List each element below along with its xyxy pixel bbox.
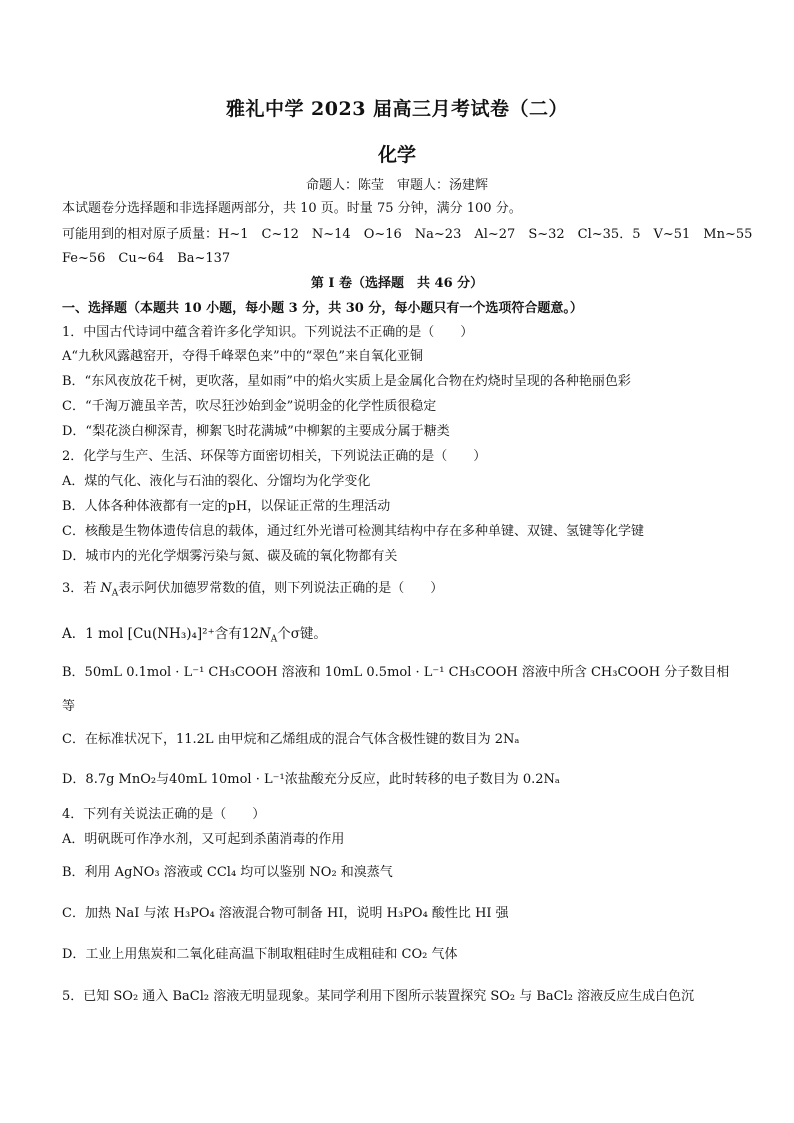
authors-line: 命题人：陈莹 审题人：汤建辉 (305, 178, 488, 193)
q4-option-a: A．明矾既可作净水剂，又可起到杀菌消毒的作用 (62, 832, 345, 847)
q3-stem (62, 580, 754, 598)
section-heading: 一、选择题（本题共 10 小题，每小题 3 分，共 30 分，每小题只有一个选项符合题意。） (62, 301, 583, 316)
q3-option-b-line2: 等 (62, 699, 76, 714)
exam-title: 雅礼中学 2023 届高三月考试卷（二） (225, 98, 569, 120)
q1-stem: 1．中国古代诗词中蕴含着许多化学知识。下列说法不正确的是（ ） (62, 325, 474, 340)
part1-title: 第 I 卷（选择题 共 46 分） (310, 276, 484, 291)
q1-option-a: A“九秋风露越窑开，夺得千峰翠色来”中的“翠色”来自氧化亚铜 (62, 349, 423, 364)
avogadro-symbol-a: N (258, 626, 271, 642)
avogadro-subscript-a: A (270, 634, 278, 645)
q4-stem: 4．下列有关说法正确的是（ ） (62, 807, 266, 822)
q3-stem-text: 表示阿伏加德罗常数的值，则下列说法正确的是（ ） (118, 581, 444, 596)
q2-stem: 2．化学与生产、生活、环保等方面密切相关，下列说法正确的是（ ） (62, 449, 487, 464)
complex-ion-formula: [Cu(NH₃)₄]²⁺ (127, 626, 215, 642)
q3-option-d: D．8.7g MnO₂与40mL 10mol · L⁻¹浓盐酸充分反应，此时转移的电子数目为 0.2Nₐ (62, 772, 560, 787)
intro-line-1: 本试题卷分选择题和非选择题两部分，共 10 页。时量 75 分钟，满分 100 分。 (62, 201, 522, 216)
q1-option-d: D．“梨花淡白柳深青，柳絮飞时花满城”中柳絮的主要成分属于糖类 (62, 424, 450, 439)
q3-stem-prefix: 3．若 (62, 581, 101, 596)
subject-title: 化学 (377, 144, 416, 166)
avogadro-subscript: A (111, 588, 119, 599)
q1-option-c: C．“千淘万漉虽辛苦，吹尽狂沙始到金”说明金的化学性质很稳定 (62, 399, 437, 414)
q3-option-c: C．在标准状况下，11.2L 由甲烷和乙烯组成的混合气体含极性键的数目为 2Nₐ (62, 732, 520, 747)
q2-option-a: A．煤的气化、液化与石油的裂化、分馏均为化学变化 (62, 474, 371, 489)
intro-line-2: 可能用到的相对原子质量：H~1 C~12 N~14 O~16 Na~23 Al~27 S~32 Cl~35．5 V~51 Mn~55 (62, 227, 753, 242)
q3-a-prefix: A．1 mol (62, 626, 128, 642)
q3-option-b-line1: B．50mL 0.1mol · L⁻¹ CH₃COOH 溶液和 10mL 0.5mol · L⁻¹ CH₃COOH 溶液中所含 CH₃COOH 分子数目相 (62, 665, 730, 680)
q1-option-b: B．“东风夜放花千树，更吹落，星如雨”中的焰火实质上是金属化合物在灼烧时呈现的各种艳丽色彩 (62, 374, 631, 389)
q3-a-mid: 含有12 (214, 626, 259, 642)
q5-stem: 5．已知 SO₂ 通入 BaCl₂ 溶液无明显现象。某同学利用下图所示装置探究 SO₂ 与 BaCl₂ 溶液反应生成白色沉 (62, 989, 695, 1004)
q2-option-d: D．城市内的光化学烟雾污染与氮、碳及硫的氧化物都有关 (62, 549, 398, 564)
q4-option-d: D．工业上用焦炭和二氧化硅高温下制取粗硅时生成粗硅和 CO₂ 气体 (62, 947, 458, 962)
q4-option-c: C．加热 NaI 与浓 H₃PO₄ 溶液混合物可制备 HI，说明 H₃PO₄ 酸性比 HI 强 (62, 906, 509, 921)
q2-option-c: C．核酸是生物体遗传信息的载体，通过红外光谱可检测其结构中存在多种单键、双键、氢键等化学键 (62, 524, 644, 539)
q3-a-suffix: 个σ键。 (277, 626, 327, 642)
q4-option-b: B．利用 AgNO₃ 溶液或 CCl₄ 均可以鉴别 NO₂ 和溴蒸气 (62, 865, 393, 880)
intro-line-3: Fe~56 Cu~64 Ba~137 (62, 251, 231, 266)
q3-option-a (62, 625, 754, 643)
avogadro-symbol: N (100, 581, 112, 596)
q2-option-b: B．人体各种体液都有一定的pH，以保证正常的生理活动 (62, 499, 391, 514)
